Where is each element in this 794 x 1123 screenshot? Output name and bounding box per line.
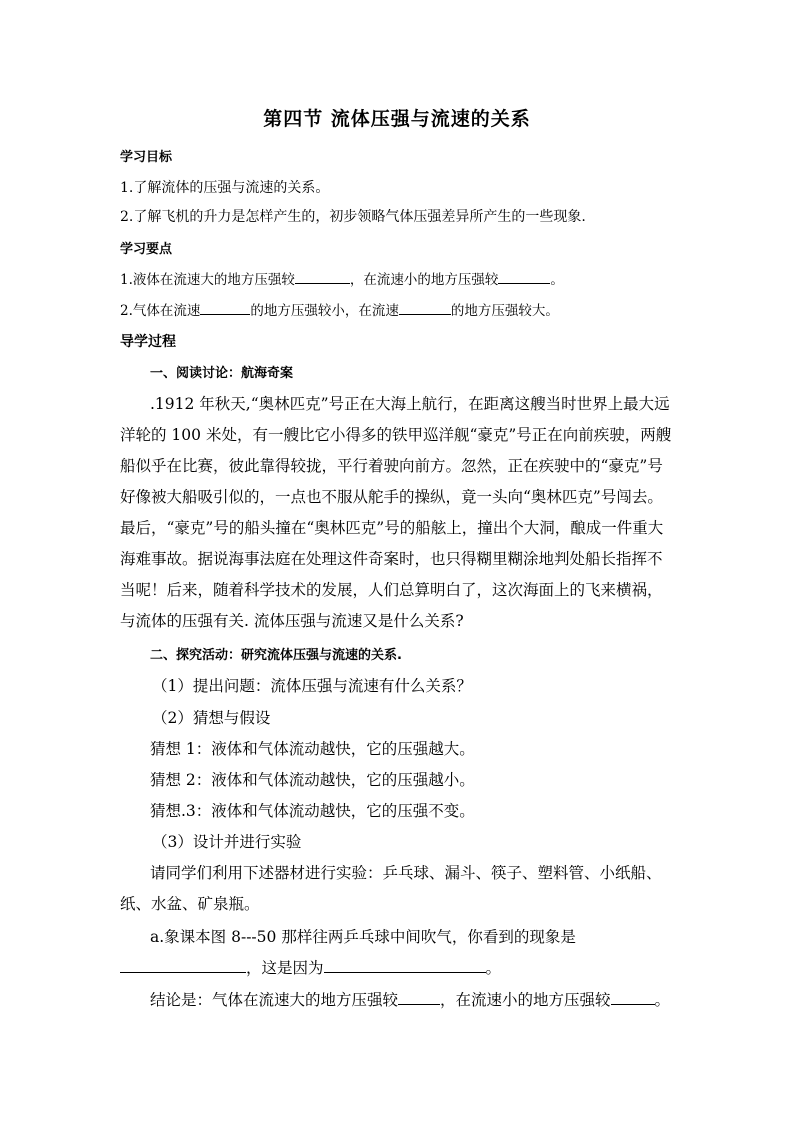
story-line-3: 船似乎在比赛，彼此靠得较拢，平行着驶向前方。忽然，正在疾驶中的“豪克”号 — [120, 457, 663, 475]
story-line-1: .1912 年秋天,“奥林匹克”号正在大海上航行，在距离这艘当时世界上最大远 — [150, 395, 670, 413]
guess-2: 猜想 2：液体和气体流动越快，它的压强越小。 — [150, 771, 475, 789]
fill-blank[interactable] — [120, 957, 246, 973]
reason-text: ，这是因为 — [246, 959, 324, 977]
conclusion-text-b: ，在流速小的地方压强较 — [440, 991, 611, 1009]
fill-blank[interactable] — [498, 268, 550, 284]
key-point-2-text-a: 2.气体在流速 — [120, 303, 201, 319]
fill-blank[interactable] — [295, 268, 350, 284]
objectives-heading: 学习目标 — [120, 150, 173, 165]
objective-item-2: 2.了解飞机的升力是怎样产生的，初步领略气体压强差异所产生的一些现象. — [120, 209, 586, 225]
process-heading: 导学过程 — [120, 334, 176, 350]
section-1-heading: 一、阅读讨论：航海奇案 — [150, 366, 294, 381]
key-point-1 — [120, 268, 564, 288]
key-point-1-text-c: 。 — [550, 272, 564, 288]
fill-blank[interactable] — [611, 989, 655, 1005]
conclusion-line — [150, 988, 670, 1010]
experiment-line-1: 请同学们利用下述器材进行实验：乒乓球、漏斗、筷子、塑料管、小纸船、 — [150, 864, 662, 882]
experiment-line-2: 纸、水盆、矿泉瓶。 — [120, 895, 260, 913]
fill-blank[interactable] — [200, 299, 250, 315]
story-line-6: 海难事故。据说海事法庭在处理这件奇案时，也只得糊里糊涂地判处船长指挥不 — [120, 550, 663, 568]
key-point-1-text-b: ，在流速小的地方压强较 — [349, 272, 499, 288]
key-point-2-text-c: 的地方压强较大。 — [450, 303, 559, 319]
story-line-5: 最后，“豪克”号的船头撞在“奥林匹克”号的船舷上，撞出个大洞，酿成一件重大 — [120, 519, 664, 537]
step-1: （1）提出问题：流体压强与流速有什么关系？ — [152, 677, 472, 695]
key-point-2 — [120, 299, 559, 319]
reason-end: 。 — [485, 959, 502, 977]
section-2-heading: 二、探究活动：研究流体压强与流速的关系. — [150, 648, 402, 663]
story-line-4: 好像被大船吸引似的，一点也不服从舵手的操纵，竟一头向“奥林匹克”号闯去。 — [120, 488, 663, 506]
conclusion-text-c: 。 — [654, 991, 671, 1009]
story-line-7: 当呢！后来，随着科学技术的发展，人们总算明白了，这次海面上的飞来横祸， — [120, 581, 663, 599]
story-line-2: 洋轮的 100 米处，有一艘比它小得多的铁甲巡洋舰“豪克”号正在向前疾驶，两艘 — [120, 426, 672, 444]
experiment-a-answer-line — [120, 956, 501, 978]
objective-item-1: 1.了解流体的压强与流速的关系。 — [120, 180, 330, 196]
step-3: （3）设计并进行实验 — [152, 833, 302, 851]
guess-1: 猜想 1：液体和气体流动越快，它的压强越大。 — [150, 740, 475, 758]
fill-blank[interactable] — [398, 989, 440, 1005]
key-point-2-text-b: 的地方压强较小，在流速 — [250, 303, 399, 319]
step-2: （2）猜想与假设 — [152, 709, 271, 727]
key-point-1-text-a: 1.液体在流速大的地方压强较 — [120, 272, 295, 288]
experiment-a-line: a.象课本图 8---50 那样往两乒乓球中间吹气，你看到的现象是 — [150, 928, 576, 946]
story-line-8: 与流体的压强有关. 流体压强与流速又是什么关系? — [120, 612, 464, 630]
fill-blank[interactable] — [324, 957, 486, 973]
conclusion-text-a: 结论是：气体在流速大的地方压强较 — [150, 991, 399, 1009]
fill-blank[interactable] — [399, 299, 451, 315]
key-points-heading: 学习要点 — [120, 242, 173, 257]
page-title: 第四节 流体压强与流速的关系 — [263, 108, 531, 130]
guess-3: 猜想.3：液体和气体流动越快，它的压强不变。 — [150, 802, 475, 820]
